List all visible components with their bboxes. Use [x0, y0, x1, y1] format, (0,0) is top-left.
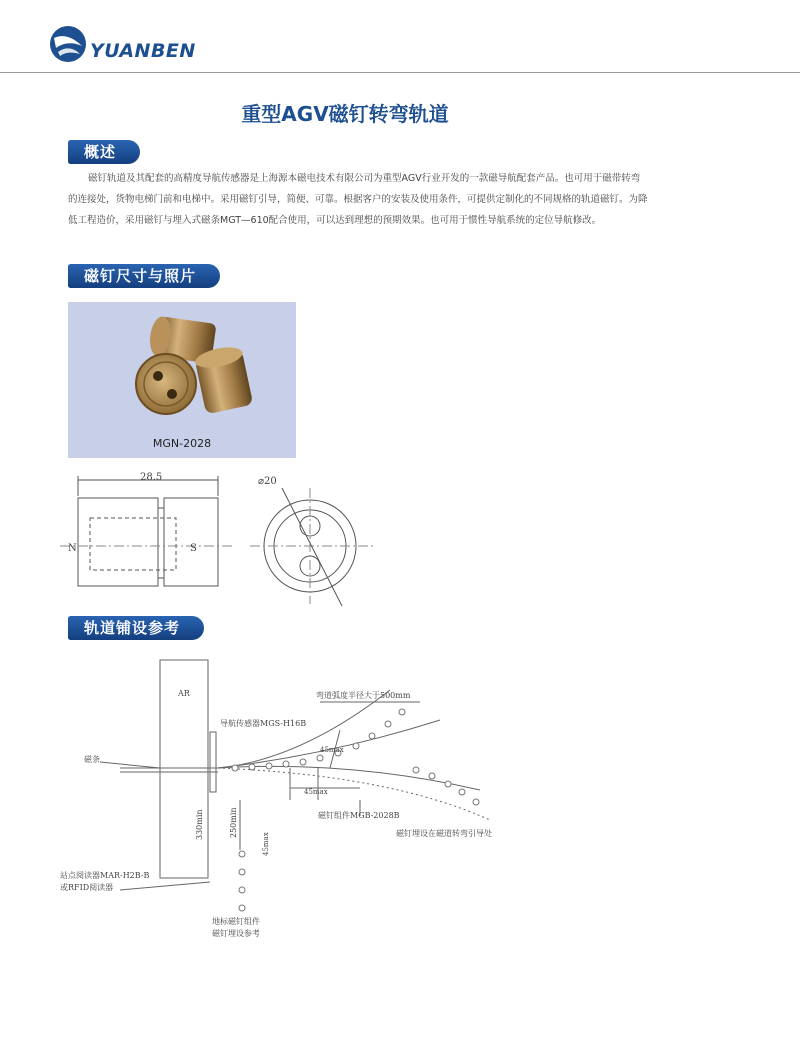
- max45-label-c: 45max: [262, 832, 270, 856]
- tape-label: 磁条: [84, 755, 100, 764]
- sensor-label: 导航传感器MGS-H16B: [220, 719, 307, 728]
- dimension-drawing: [60, 468, 400, 608]
- length-dimension: 28.5: [140, 472, 163, 483]
- section-heading-photo: 磁钉尺寸与照片: [68, 264, 220, 288]
- header-divider: [0, 72, 800, 73]
- brand-name: YUANBEN: [90, 40, 196, 62]
- page-title: 重型AGV磁钉转弯轨道: [241, 102, 449, 126]
- product-photo-caption: MGN-2028: [152, 437, 212, 450]
- overview-paragraph: 磁钉轨道及其配套的高精度导航传感器是上海源本磁电技术有限公司为重型AGV行业开发的一款磁导航配套产品。也可用于磁带转弯的连接处，货物电梯门前和电梯中。采用磁钉引导，简便、可靠。根据客户的安装及使用条件，可提供定制化的不同规格的轨道磁钉。为降低工程造价，采用磁钉与埋入式磁条MGT—610配合使用，可以达到理想的预期效果。也可用于惯性导航系统的定位导航修改。: [68, 173, 648, 226]
- radius-label: 弯道弧度半径大于500mm: [316, 691, 411, 700]
- diameter-dimension: ⌀20: [258, 476, 277, 487]
- landmark-label-2: 磁钉埋设参考: [212, 929, 260, 938]
- product-photo: [68, 302, 296, 458]
- nail-guide-label: 磁钉埋设在磁道转弯引导处: [396, 829, 492, 838]
- curve-three: [218, 766, 480, 790]
- ar-label: AR: [178, 689, 190, 698]
- nail-assembly-label: 磁钉组件MGB-2028B: [318, 811, 400, 820]
- max45-label-b: 45max: [304, 788, 328, 796]
- page-header: [0, 0, 800, 72]
- south-pole-label: S: [190, 543, 197, 554]
- landmark-label-1: 地标磁钉组件: [212, 917, 260, 926]
- front-view: [250, 488, 375, 606]
- magnetic-nail-illustration: [68, 302, 296, 458]
- max45-label-a: 45max: [320, 746, 344, 754]
- reader-label-2: 或RFID阅读器: [60, 883, 114, 892]
- min330-label: 330min: [195, 809, 204, 840]
- north-pole-label: N: [68, 543, 77, 554]
- min250-label: 250min: [229, 807, 238, 838]
- section-heading-layout: 轨道铺设参考: [68, 616, 204, 640]
- track-layout-diagram: [60, 650, 560, 950]
- side-view: [60, 476, 235, 586]
- sensor-block: [210, 732, 216, 792]
- nail-dots: [232, 709, 479, 911]
- yuanben-logo-icon: [48, 24, 88, 64]
- section-heading-overview: 概述: [68, 140, 140, 164]
- reader-label-1: 站点阅读器MAR-H2B-B: [60, 871, 150, 880]
